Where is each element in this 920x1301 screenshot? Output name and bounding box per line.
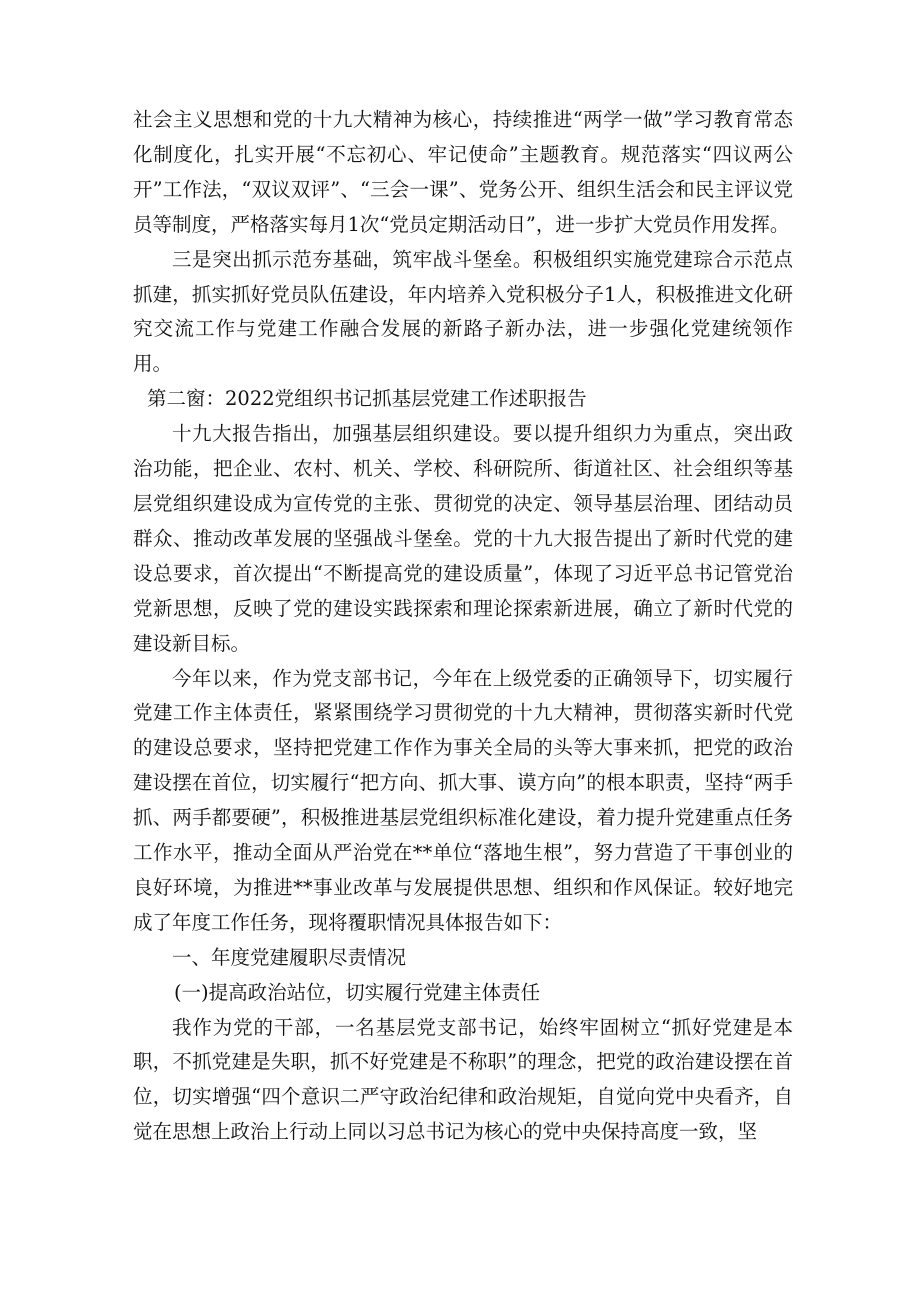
paragraph-3: 十九大报告指出，加强基层组织建设。要以提升组织力为重点，突出政治功能，把企业、农村、机关、学校、科研院所、街道社区、社会组织等基层党组织建设成为宣传党的主张、贯彻党的决定、领导基层治理、团结动员群众、推动改革发展的坚强战斗堡垒。党的十九大报告提出了新时代党的建设总要求，首次提出“不断提高党的建设质量”，体现了习近平总书记管党治党新思想，反映了党的建设实践探索和理论探索新进展，确立了新时代党的建设新目标。 (133, 422, 793, 655)
subheading-2: (一)提高政治站位，切实履行党建主体责任 (173, 980, 541, 1004)
subheading-1: 一、年度党建履职尽责情况 (172, 945, 407, 969)
paragraph-2: 三是突出抓示范夯基础，筑牢战斗堡垒。积极组织实施党建琮合示范点抓建，抓实抓好党员队伍建设，年内培养入党积极分子1人，积极推进文化研究交流工作与党建工作融合发展的新路子新办法，进一步强化党建统领作用。 (133, 247, 793, 376)
paragraph-1: 社会主义思想和党的十九大精神为核心，持续推进“两学一做”学习教育常态化制度化，扎实开展“不忘初心、牢记使命”主题教育。规范落实“四议两公开”工作法，“双议双评”、“三会一课”、党务公开、组织生活会和民主评议党员等制度，严格落实每月1次“党员定期活动日”，进一步扩大党员作用发挥。 (133, 108, 793, 236)
paragraph-4: 今年以来，作为党支部书记，今年在上级党委的正确领导下，切实履行党建工作主体责任，紧紧围绕学习贯彻党的十九大精神，贯彻落实新时代党的建设总要求，坚持把党建工作作为事关全局的头等大事来抓，把党的政治建设摆在首位，切实履行“把方向、抓大事、谟方向”的根本职责，坚持“两手抓、两手都要硬”，积极推进基层党组织标准化建设，着力提升党建重点任务工作水平，推动全面从严治党在**单位“落地生根”，努力营造了干事创业的良好环境，为推进**事业改革与发展提供思想、组织和作风保证。较好地完成了年度工作任务，现将覆职情况具体报告如下： (133, 666, 793, 934)
document-body (133, 103, 793, 1150)
section-title: 第二窗：2022党组织书记抓基层党建工作述职报告 (147, 387, 587, 411)
paragraph-5: 我作为党的干部，一名基层党支部书记，始终牢固树立“抓好党建是本职，不抓党建是失职，抓不好党建是不称职”的理念，把党的政治建设摆在首位，切实增强“四个意识二严守政治纪律和政治规矩，自觉向党中央看齐，自觉在思想上政治上行动上同以习总书记为核心的党中央保持高度一致，坚 (133, 1015, 793, 1144)
